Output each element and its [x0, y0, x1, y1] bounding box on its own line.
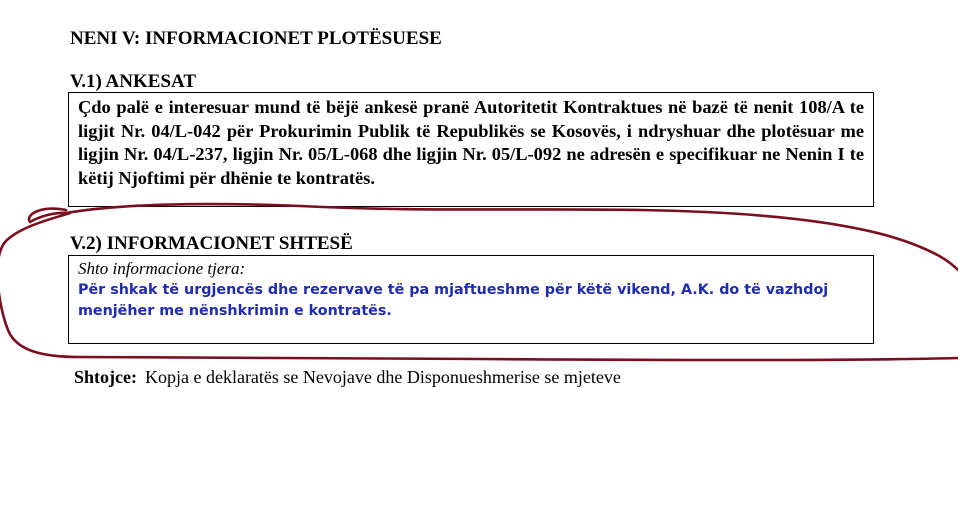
shtojce-text: Kopja e deklaratës se Nevojave dhe Disponueshmerise se mjeteve: [144, 367, 621, 387]
shtojce-label: Shtojce:: [74, 367, 137, 387]
ankesat-text: Çdo palë e interesuar mund të bëjë ankesë pranë Autoritetit Kontraktues në bazë të nenit 108/A te ligjit Nr. 04/L-042 për Prokurimin Publik të Republikës se Kosovës, i ndryshuar dhe plotësuar me ligjin Nr. 04/L-237, ligjin Nr. 05/L-068 dhe ligjin Nr. 05/L-092 ne adresën e specifikuar ne Nenin I te këtij Njoftimi për dhënie te kontratës.: [78, 97, 864, 188]
shtese-box: [68, 255, 874, 344]
shtojce-line: [74, 367, 621, 388]
ankesat-heading: V.1) ANKESAT: [70, 71, 196, 92]
shtese-text: Për shkak të urgjencës dhe rezervave të pa mjaftueshme për këtë vikend, A.K. do të vazhdoj menjëher me nënshkrimin e kontratës.: [78, 282, 829, 319]
shtese-heading: V.2) INFORMACIONET SHTESË: [70, 233, 353, 254]
ankesat-box: [68, 92, 874, 207]
section-title: NENI V: INFORMACIONET PLOTËSUESE: [70, 28, 442, 49]
shtese-label: Shto informacione tjera:: [78, 259, 246, 278]
